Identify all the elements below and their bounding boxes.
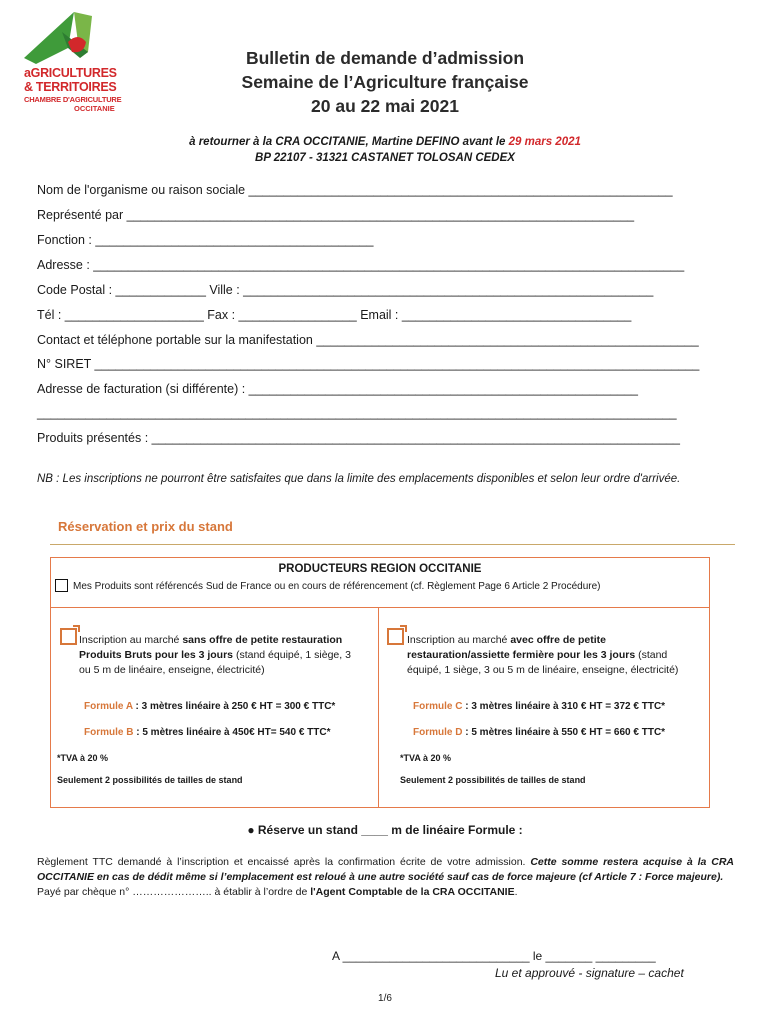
field-organisation[interactable]: Nom de l'organisme ou raison sociale _____________________________________________________________ [37, 183, 673, 197]
option-left-description [79, 633, 359, 678]
payment-terms [37, 855, 734, 900]
column-divider [378, 607, 379, 807]
field-adresse[interactable]: Adresse : _____________________________________________________________________________________ [37, 258, 685, 272]
logo-text-line2: & TERRITOIRES [24, 80, 117, 94]
field-code-postal-ville[interactable]: Code Postal : _____________ Ville : ___________________________________________________________ [37, 283, 654, 297]
tva-note-left: *TVA à 20 % [57, 753, 109, 763]
formule-a-value: : 3 mètres linéaire à 250 € HT = 300 € TTC* [132, 701, 336, 712]
payment-terms-text: Règlement TTC demandé à l’inscription et encaissé après la confirmation écrite de votre admission. [37, 856, 531, 868]
payment-payee: l'Agent Comptable de la CRA OCCITANIE [310, 886, 515, 898]
formule-b-value: : 5 mètres linéaire à 450€ HT= 540 € TTC* [133, 727, 331, 738]
option-right-checkbox[interactable] [387, 628, 404, 645]
return-deadline: 29 mars 2021 [508, 136, 581, 148]
field-fonction[interactable]: Fonction : ________________________________________ [37, 233, 374, 247]
reserve-stand-line[interactable]: ● Réserve un stand ____ m de linéaire Formule : [247, 823, 523, 837]
nb-note: NB : Les inscriptions ne pourront être satisfaites que dans la limite des emplacements disponibles et selon leur ordre d'arrivée. [37, 473, 681, 485]
field-contact[interactable]: Contact et téléphone portable sur la manifestation _______________________________________________________ [37, 333, 699, 347]
formule-a [84, 701, 335, 712]
payment-cheque-text: Payé par chèque n° ………………….. à établir à l’ordre de [37, 886, 311, 898]
option-left-checkbox[interactable] [60, 628, 77, 645]
formule-c-value: : 3 mètres linéaire à 310 € HT = 372 € TTC* [462, 701, 666, 712]
option-left-intro: Inscription au marché [79, 634, 183, 646]
formule-d-value: : 5 mètres linéaire à 550 € HT = 660 € TTC* [462, 727, 666, 738]
logo-text-line3: CHAMBRE D'AGRICULTURE [24, 95, 122, 104]
payment-end: . [514, 886, 518, 898]
field-siret[interactable]: N° SIRET _______________________________________________________________________________________ [37, 357, 700, 371]
page-number: 1/6 [378, 993, 392, 1004]
formule-c [413, 701, 665, 712]
option-right-rest: (stand équipé, 1 siège, 3 ou 5 m de linéaire, enseigne, électricité) [407, 649, 679, 676]
sud-de-france-label: Mes Produits sont référencés Sud de France ou en cours de référencement (cf. Règlement Page 6 Article 2 Procédure) [73, 581, 601, 592]
return-instructions [0, 134, 770, 166]
formule-c-label: Formule C [413, 701, 463, 712]
tva-note-right: *TVA à 20 % [400, 753, 452, 763]
option-left-bold: sans offre de petite restauration Produits Bruts pour les 3 jours [79, 634, 343, 661]
signature-caption: Lu et approuvé - signature – cachet [495, 966, 684, 980]
payment-terms-bold: Cette somme restera acquise à la CRA OCCITANIE en cas de dédit même si l’emplacement est reloué à une autre société sauf cas de force majeure (cf Article 7 : Force majeure). [37, 856, 734, 883]
section-divider [50, 544, 735, 545]
section-title: Réservation et prix du stand [58, 519, 233, 534]
logo-text-line4: OCCITANIE [74, 104, 115, 113]
signature-place-date[interactable]: A ____________________________ le _______ _________ [332, 949, 656, 963]
title-line1: Bulletin de demande d’admission [245, 48, 525, 68]
return-prefix: à retourner à la CRA OCCITANIE, Martine DEFINO avant le [189, 136, 509, 148]
field-adresse-facturation-line2[interactable]: ____________________________________________________________________________________________ [37, 406, 677, 420]
title-line3: 20 au 22 mai 2021 [311, 96, 459, 116]
formule-a-label: Formule A [84, 701, 133, 712]
field-represente-par[interactable]: Représenté par _________________________________________________________________________ [37, 208, 635, 222]
return-address: BP 22107 - 31321 CASTANET TOLOSAN CEDEX [255, 152, 515, 164]
option-right-bold: avec offre de petite restauration/assiette fermière pour les 3 jours [407, 634, 636, 661]
stand-pricing-box [50, 557, 710, 808]
stand-box-header [51, 558, 709, 608]
formule-b-label: Formule B [84, 727, 134, 738]
return-line [0, 134, 770, 150]
option-right-description [407, 633, 687, 678]
sud-de-france-checkbox[interactable] [55, 579, 68, 592]
stand-box-title: PRODUCTEURS REGION OCCITANIE [278, 563, 482, 575]
logo-text-line1: aGRICULTURES [24, 66, 117, 80]
field-adresse-facturation[interactable]: Adresse de facturation (si différente) : ________________________________________________________ [37, 382, 638, 396]
formule-d [413, 727, 665, 738]
size-note-left: Seulement 2 possibilités de tailles de stand [57, 775, 243, 785]
formule-d-label: Formule D [413, 727, 463, 738]
field-tel-fax-email[interactable]: Tél : ____________________ Fax : _________________ Email : _________________________________ [37, 308, 632, 322]
option-right-intro: Inscription au marché [407, 634, 511, 646]
size-note-right: Seulement 2 possibilités de tailles de stand [400, 775, 586, 785]
formule-b [84, 727, 331, 738]
document-title [0, 46, 770, 118]
title-line2: Semaine de l’Agriculture française [241, 72, 529, 92]
option-left-rest: (stand équipé, 1 siège, 3 ou 5 m de linéaire, enseigne, électricité) [79, 649, 351, 676]
field-produits[interactable]: Produits présentés : ____________________________________________________________________________ [37, 431, 680, 445]
